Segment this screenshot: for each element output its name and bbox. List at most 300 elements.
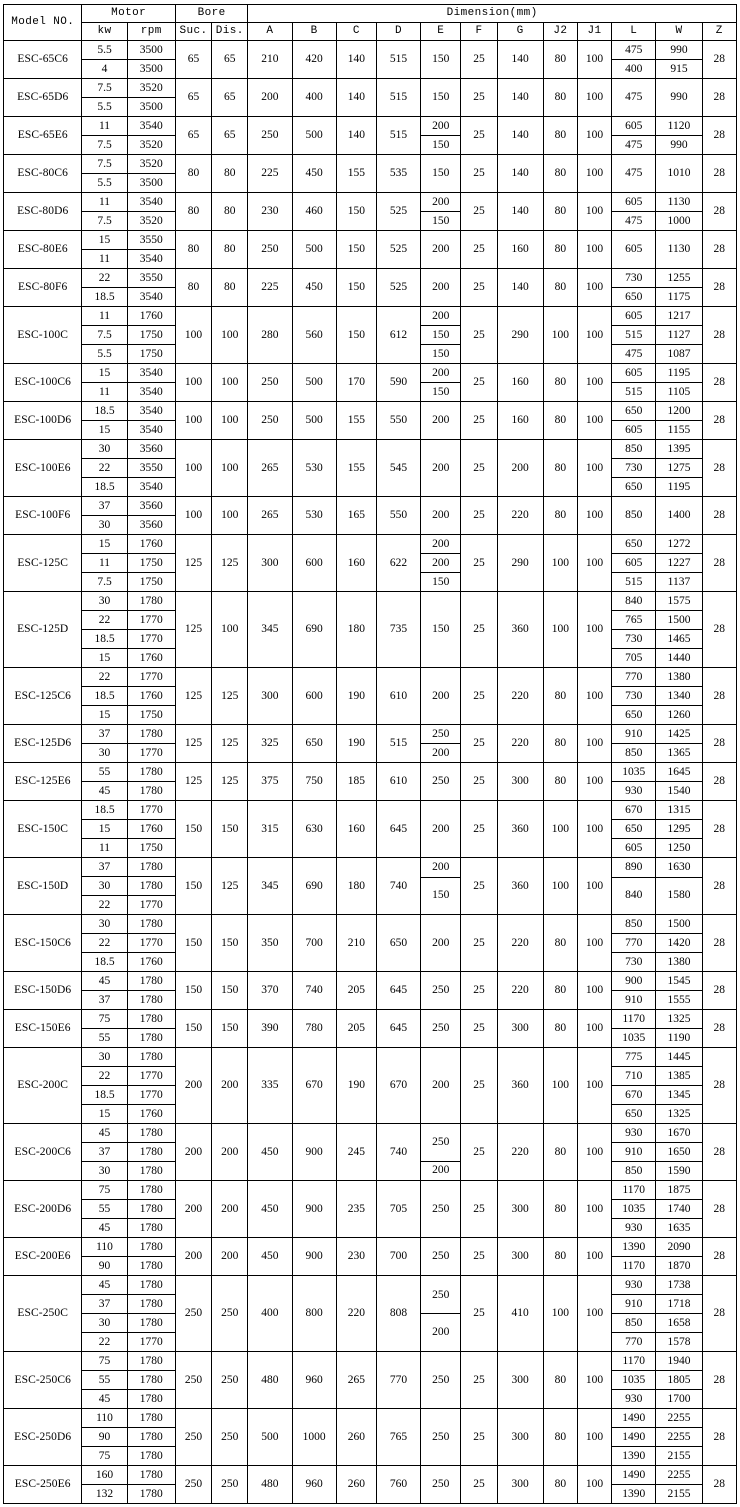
dim-l-stack [612, 402, 655, 439]
dim-l-value: 850 [612, 915, 655, 934]
dim-j2-cell: 80 [543, 1010, 577, 1048]
dim-g-cell: 160 [497, 231, 543, 269]
motor-kw-stack [82, 231, 126, 268]
table-row [4, 592, 737, 668]
table-row [4, 915, 737, 972]
motor-rpm-stack [128, 307, 175, 363]
dim-l-value: 930 [612, 1124, 655, 1143]
motor-rpm-cell [127, 155, 175, 193]
dim-l-stack [612, 193, 655, 230]
motor-kw-cell [82, 763, 127, 801]
motor-rpm-value: 1770 [128, 934, 175, 953]
dim-l-stack [612, 117, 655, 154]
dim-l-value: 850 [612, 440, 655, 459]
motor-rpm-stack [128, 41, 175, 78]
bore-dis-cell: 80 [212, 231, 248, 269]
dim-a-cell: 480 [248, 1466, 292, 1504]
dim-l-cell: 475 [612, 79, 656, 117]
header-row-top [4, 5, 737, 23]
dim-w-value: 1275 [656, 459, 701, 478]
motor-kw-stack [82, 193, 126, 230]
dim-g-cell: 160 [497, 364, 543, 402]
dim-l-cell [612, 193, 656, 231]
dim-z-cell: 28 [702, 535, 736, 592]
table-row [4, 41, 737, 79]
motor-rpm-cell [127, 763, 175, 801]
dim-w-value: 2255 [656, 1466, 701, 1485]
motor-kw-value: 22 [82, 269, 126, 288]
dim-z-cell: 28 [702, 725, 736, 763]
dim-w-value: 1670 [656, 1124, 701, 1143]
dim-a-cell: 225 [248, 269, 292, 307]
motor-rpm-stack [128, 972, 175, 1009]
dim-d-cell: 612 [376, 307, 420, 364]
dim-w-cell [656, 1409, 702, 1466]
dim-z-cell: 28 [702, 79, 736, 117]
motor-kw-stack [82, 1048, 126, 1123]
dim-a-cell: 200 [248, 79, 292, 117]
dim-z-cell: 28 [702, 1124, 736, 1181]
dim-w-value: 1578 [667, 1335, 691, 1348]
dim-w-value: 1250 [667, 841, 691, 854]
dim-l-cell [612, 1409, 656, 1466]
dim-l-value: 515 [625, 575, 643, 588]
dim-e-cell: 250 [421, 1352, 461, 1409]
dim-l-value: 910 [612, 1295, 655, 1314]
motor-kw-value: 30 [98, 518, 111, 531]
dim-c-cell: 150 [336, 269, 376, 307]
dim-b-cell: 650 [292, 725, 336, 763]
motor-rpm-stack [128, 193, 175, 230]
motor-rpm-cell [127, 79, 175, 117]
dim-f-cell: 25 [461, 1181, 497, 1238]
dim-a-cell: 280 [248, 307, 292, 364]
dim-e-cell: 250 [421, 972, 461, 1010]
dim-w-value: 1718 [656, 1295, 701, 1314]
dim-w-stack [656, 592, 701, 667]
table-row [4, 193, 737, 231]
dim-c-cell: 180 [336, 592, 376, 668]
dim-b-cell: 530 [292, 440, 336, 497]
dim-a-cell: 400 [248, 1276, 292, 1352]
dim-w-cell [656, 763, 702, 801]
motor-kw-stack [82, 592, 126, 667]
bore-suc-cell: 150 [175, 915, 211, 972]
motor-kw-value: 45 [82, 1276, 126, 1295]
header-bore: Bore [175, 5, 247, 23]
motor-rpm-value: 1770 [128, 801, 175, 820]
dim-z-cell: 28 [702, 231, 736, 269]
motor-kw-stack [82, 269, 126, 306]
dim-g-cell: 200 [497, 440, 543, 497]
bore-suc-cell: 65 [175, 79, 211, 117]
table-row [4, 972, 737, 1010]
dim-c-cell: 190 [336, 725, 376, 763]
dim-j2-cell: 80 [543, 668, 577, 725]
dim-c-cell: 190 [336, 1048, 376, 1124]
dim-w-value: 1315 [656, 801, 701, 820]
motor-rpm-value: 1780 [139, 1259, 163, 1272]
dim-g-cell: 140 [497, 79, 543, 117]
dim-b-cell: 690 [292, 592, 336, 668]
dim-b-cell: 460 [292, 193, 336, 231]
dim-d-cell: 515 [376, 725, 420, 763]
motor-rpm-value: 3540 [139, 290, 163, 303]
dim-a-cell: 500 [248, 1409, 292, 1466]
dim-f-cell: 25 [461, 858, 497, 915]
dim-w-value: 1190 [667, 1031, 691, 1044]
dim-a-cell: 265 [248, 497, 292, 535]
dim-l-value: 605 [625, 423, 643, 436]
motor-rpm-value: 1780 [128, 915, 175, 934]
dim-w-value: 1545 [656, 972, 701, 991]
dim-g-cell: 410 [497, 1276, 543, 1352]
dim-l-value: 650 [612, 535, 655, 554]
dim-f-cell: 25 [461, 725, 497, 763]
dim-c-cell: 245 [336, 1124, 376, 1181]
model-no-cell: ESC-125E6 [4, 763, 82, 801]
motor-kw-stack [82, 1352, 126, 1408]
dim-g-cell: 300 [497, 1466, 543, 1504]
dim-g-cell: 300 [497, 1010, 543, 1048]
motor-kw-cell [82, 1238, 127, 1276]
motor-kw-value: 15 [98, 651, 111, 664]
motor-kw-cell [82, 972, 127, 1010]
dim-w-stack [656, 41, 701, 78]
header-dim-c: C [336, 23, 376, 41]
table-row [4, 440, 737, 497]
dim-l-value: 650 [625, 290, 643, 303]
motor-rpm-value: 3540 [139, 385, 163, 398]
dim-l-stack [612, 725, 655, 762]
bore-suc-cell: 250 [175, 1352, 211, 1409]
motor-kw-value: 45 [98, 1392, 111, 1405]
bore-dis-cell: 150 [212, 801, 248, 858]
dim-l-value: 930 [625, 1221, 643, 1234]
motor-rpm-cell [127, 1048, 175, 1124]
dim-j1-cell: 100 [577, 858, 611, 915]
dim-l-cell [612, 668, 656, 725]
motor-kw-value: 160 [82, 1466, 126, 1485]
table-row [4, 155, 737, 193]
motor-kw-stack [82, 41, 126, 78]
dim-w-value: 2090 [656, 1238, 701, 1257]
dim-e-cell: 200 [421, 497, 461, 535]
dim-d-cell: 515 [376, 79, 420, 117]
dim-f-cell: 25 [461, 763, 497, 801]
bore-dis-cell: 100 [212, 402, 248, 440]
dim-g-cell: 140 [497, 193, 543, 231]
header-dim-j1: J1 [577, 23, 611, 41]
dim-e-cell [421, 117, 461, 155]
model-no-cell: ESC-80E6 [4, 231, 82, 269]
dim-w-cell [656, 535, 702, 592]
motor-rpm-value: 3560 [128, 497, 175, 516]
dim-w-stack [656, 915, 701, 971]
bore-suc-cell: 125 [175, 535, 211, 592]
dim-f-cell: 25 [461, 402, 497, 440]
motor-kw-value: 132 [95, 1487, 114, 1500]
motor-rpm-value: 1780 [139, 1031, 163, 1044]
dim-w-value: 915 [670, 62, 688, 75]
dim-w-value: 1255 [656, 269, 701, 288]
dim-w-value: 1195 [667, 480, 691, 493]
dim-f-cell: 25 [461, 307, 497, 364]
dim-e-value: 250 [421, 1277, 460, 1314]
motor-rpm-cell [127, 497, 175, 535]
motor-rpm-value: 1760 [128, 820, 175, 839]
dim-w-cell [656, 801, 702, 858]
model-no-cell: ESC-65C6 [4, 41, 82, 79]
dim-l-value: 930 [612, 1276, 655, 1295]
motor-kw-cell [82, 79, 127, 117]
dim-l-value: 850 [625, 746, 643, 759]
motor-kw-value: 75 [82, 1352, 126, 1371]
dim-l-cell: 475 [612, 155, 656, 193]
dim-a-cell: 300 [248, 535, 292, 592]
bore-suc-cell: 150 [175, 972, 211, 1010]
dim-j1-cell: 100 [577, 1048, 611, 1124]
dim-c-cell: 265 [336, 1352, 376, 1409]
dim-w-value: 1500 [656, 611, 701, 630]
bore-dis-cell: 250 [212, 1409, 248, 1466]
motor-rpm-cell [127, 1238, 175, 1276]
bore-suc-cell: 200 [175, 1048, 211, 1124]
dim-d-cell: 770 [376, 1352, 420, 1409]
dim-w-stack [656, 1409, 701, 1465]
dim-j2-cell: 80 [543, 231, 577, 269]
model-no-cell: ESC-100D6 [4, 402, 82, 440]
bore-suc-cell: 125 [175, 668, 211, 725]
dim-c-cell: 205 [336, 972, 376, 1010]
dim-e-value: 150 [421, 326, 460, 345]
motor-kw-value: 90 [98, 1259, 111, 1272]
model-no-cell: ESC-80F6 [4, 269, 82, 307]
dim-w-stack [656, 440, 701, 496]
dim-f-cell: 25 [461, 1276, 497, 1352]
motor-kw-value: 22 [98, 898, 111, 911]
dim-l-cell [612, 1181, 656, 1238]
motor-rpm-cell [127, 725, 175, 763]
bore-suc-cell: 65 [175, 117, 211, 155]
motor-rpm-cell [127, 915, 175, 972]
dim-d-cell: 622 [376, 535, 420, 592]
dim-l-cell [612, 858, 656, 915]
dim-j1-cell: 100 [577, 763, 611, 801]
dim-l-value: 650 [625, 1107, 643, 1120]
dim-j2-cell: 80 [543, 1124, 577, 1181]
dim-w-value: 1200 [656, 402, 701, 421]
dim-l-value: 900 [612, 972, 655, 991]
dim-d-cell: 765 [376, 1409, 420, 1466]
dim-g-cell: 360 [497, 858, 543, 915]
dim-w-value: 1345 [656, 1086, 701, 1105]
motor-rpm-value: 1750 [139, 347, 163, 360]
header-dimension: Dimension(mm) [248, 5, 737, 23]
dim-l-value: 1170 [622, 1259, 646, 1272]
model-no-cell: ESC-250C6 [4, 1352, 82, 1409]
dim-l-value: 930 [625, 784, 643, 797]
motor-rpm-stack [128, 915, 175, 971]
dim-z-cell: 28 [702, 858, 736, 915]
motor-kw-cell [82, 1466, 127, 1504]
dim-b-cell: 630 [292, 801, 336, 858]
motor-rpm-value: 1780 [128, 1143, 175, 1162]
dim-z-cell: 28 [702, 801, 736, 858]
motor-kw-cell [82, 592, 127, 668]
dim-j2-cell: 80 [543, 155, 577, 193]
motor-kw-cell [82, 1276, 127, 1352]
dim-f-cell: 25 [461, 231, 497, 269]
motor-rpm-stack [128, 1124, 175, 1180]
dim-l-cell [612, 1124, 656, 1181]
table-row [4, 858, 737, 915]
bore-dis-cell: 200 [212, 1181, 248, 1238]
motor-kw-cell [82, 1181, 127, 1238]
bore-dis-cell: 100 [212, 497, 248, 535]
dim-c-cell: 140 [336, 117, 376, 155]
dim-g-cell: 360 [497, 801, 543, 858]
model-no-cell: ESC-150E6 [4, 1010, 82, 1048]
dim-c-cell: 185 [336, 763, 376, 801]
bore-dis-cell: 100 [212, 364, 248, 402]
motor-rpm-cell [127, 1010, 175, 1048]
dim-j1-cell: 100 [577, 801, 611, 858]
dim-l-cell [612, 41, 656, 79]
motor-rpm-value: 3500 [128, 41, 175, 60]
dim-c-cell: 155 [336, 402, 376, 440]
dim-w-stack [656, 193, 701, 230]
table-row [4, 1010, 737, 1048]
motor-rpm-value: 1780 [139, 993, 163, 1006]
dim-l-value: 730 [612, 630, 655, 649]
bore-dis-cell: 150 [212, 915, 248, 972]
bore-suc-cell: 250 [175, 1466, 211, 1504]
dim-w-stack [656, 763, 701, 800]
dim-j2-cell: 80 [543, 1466, 577, 1504]
dim-z-cell: 28 [702, 41, 736, 79]
dim-w-cell [656, 307, 702, 364]
motor-kw-value: 22 [82, 934, 126, 953]
dim-g-cell: 140 [497, 41, 543, 79]
motor-rpm-stack [128, 497, 175, 534]
bore-suc-cell: 65 [175, 41, 211, 79]
bore-dis-cell: 250 [212, 1276, 248, 1352]
dim-f-cell: 25 [461, 1124, 497, 1181]
dim-e-cell: 150 [421, 155, 461, 193]
table-row [4, 497, 737, 535]
motor-kw-value: 37 [82, 497, 126, 516]
dim-g-cell: 140 [497, 155, 543, 193]
dim-f-cell: 25 [461, 440, 497, 497]
dim-w-value: 1325 [656, 1010, 701, 1029]
motor-rpm-value: 1780 [128, 725, 175, 744]
header-dim-w: W [656, 23, 702, 41]
dim-a-cell: 450 [248, 1238, 292, 1276]
dim-w-value: 1635 [667, 1221, 691, 1234]
dim-j2-cell: 80 [543, 972, 577, 1010]
dim-w-stack [656, 117, 701, 154]
dim-e-value: 200 [421, 554, 460, 573]
dim-w-value: 1575 [656, 592, 701, 611]
dim-w-value: 990 [670, 138, 688, 151]
table-row [4, 269, 737, 307]
dim-j1-cell: 100 [577, 1238, 611, 1276]
dim-f-cell: 25 [461, 364, 497, 402]
dim-e-value: 200 [432, 746, 450, 759]
dim-z-cell: 28 [702, 155, 736, 193]
dim-w-value: 1295 [656, 820, 701, 839]
dim-l-value: 1390 [622, 1487, 646, 1500]
table-row [4, 668, 737, 725]
motor-rpm-value: 3540 [128, 364, 175, 383]
dim-z-cell: 28 [702, 915, 736, 972]
dim-w-stack [656, 668, 701, 724]
motor-kw-stack [82, 1276, 126, 1351]
dim-c-cell: 155 [336, 440, 376, 497]
motor-rpm-value: 3540 [139, 480, 163, 493]
dim-w-stack [656, 402, 701, 439]
dim-l-value: 1035 [622, 1031, 646, 1044]
dim-l-value: 605 [612, 307, 655, 326]
dim-z-cell: 28 [702, 1409, 736, 1466]
dim-b-cell: 600 [292, 668, 336, 725]
dim-j2-cell: 80 [543, 725, 577, 763]
dim-l-value: 930 [625, 1392, 643, 1405]
motor-rpm-stack [128, 155, 175, 192]
table-row [4, 1181, 737, 1238]
dim-c-cell: 150 [336, 193, 376, 231]
dim-c-cell: 205 [336, 1010, 376, 1048]
bore-dis-cell: 80 [212, 155, 248, 193]
dim-l-cell [612, 307, 656, 364]
motor-rpm-stack [128, 1010, 175, 1047]
motor-rpm-value: 1750 [139, 708, 163, 721]
dim-l-value: 765 [612, 611, 655, 630]
dim-e-cell: 200 [421, 668, 461, 725]
dim-j2-cell: 100 [543, 1276, 577, 1352]
motor-rpm-value: 3550 [128, 231, 175, 250]
motor-kw-cell [82, 1409, 127, 1466]
dim-e-value: 200 [421, 859, 460, 878]
table-body [4, 41, 737, 1504]
dim-l-value: 605 [612, 554, 655, 573]
dim-l-stack [612, 859, 655, 914]
dim-l-stack [612, 763, 655, 800]
dim-l-value: 775 [612, 1048, 655, 1067]
dim-b-cell: 500 [292, 231, 336, 269]
dim-g-cell: 220 [497, 915, 543, 972]
motor-kw-stack [82, 725, 126, 762]
dim-l-stack [612, 668, 655, 724]
bore-dis-cell: 100 [212, 440, 248, 497]
dim-g-cell: 220 [497, 497, 543, 535]
motor-rpm-value: 1780 [139, 1487, 163, 1500]
dim-a-cell: 350 [248, 915, 292, 972]
dim-c-cell: 230 [336, 1238, 376, 1276]
motor-kw-value: 11 [98, 385, 111, 398]
model-no-cell: ESC-100F6 [4, 497, 82, 535]
motor-kw-value: 55 [98, 1031, 111, 1044]
dim-l-stack [612, 1124, 655, 1180]
motor-kw-stack [82, 1466, 126, 1503]
motor-rpm-value: 1750 [139, 841, 163, 854]
dim-j1-cell: 100 [577, 440, 611, 497]
motor-kw-value: 45 [82, 1124, 126, 1143]
motor-rpm-value: 3540 [139, 252, 163, 265]
dim-w-value: 1340 [656, 687, 701, 706]
dim-w-stack [656, 1352, 701, 1408]
